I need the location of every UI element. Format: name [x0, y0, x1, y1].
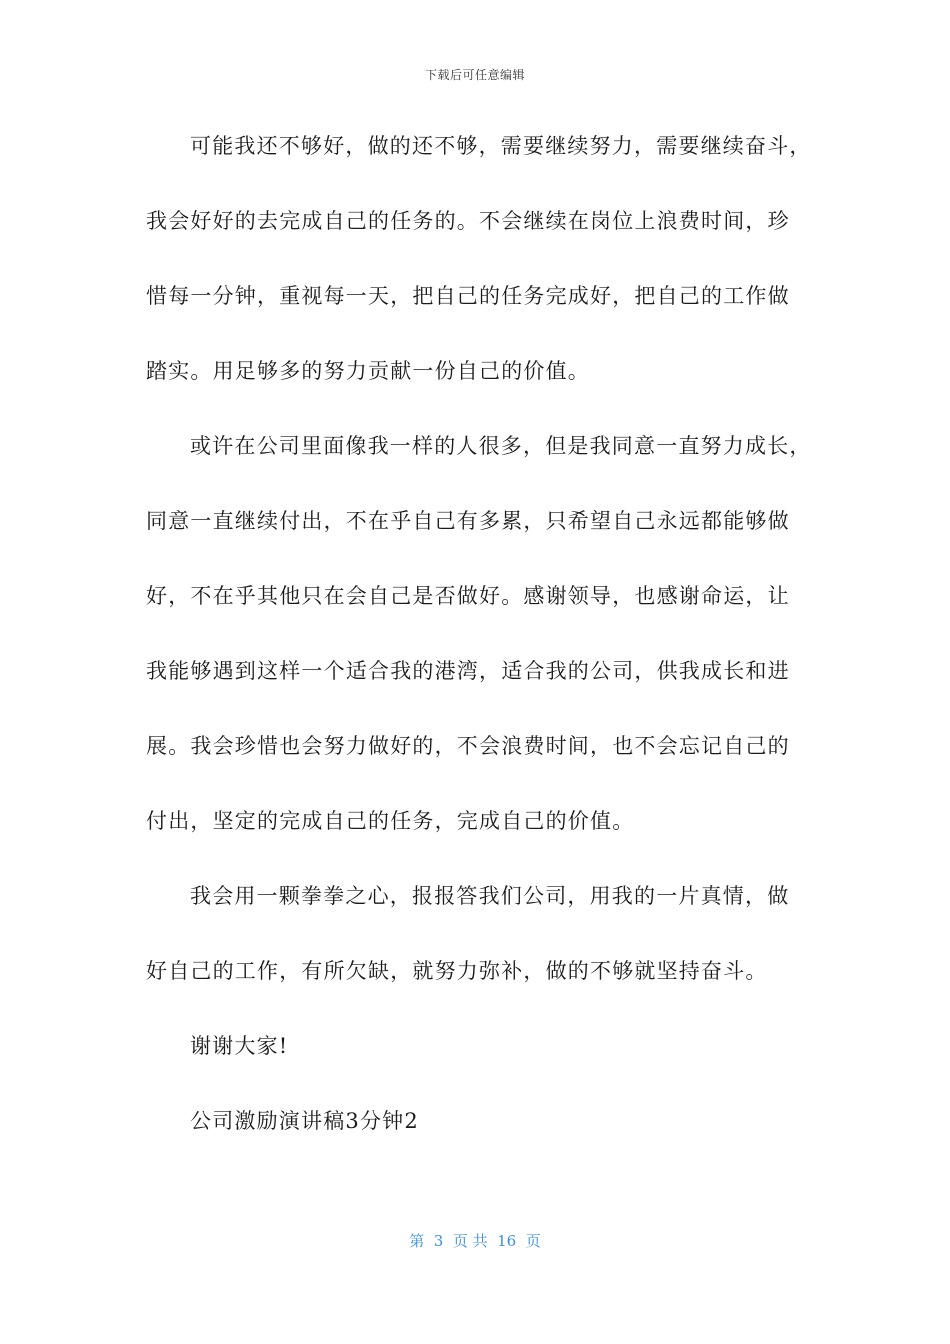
- paragraph-line: 好自己的工作，有所欠缺，就努力弥补，做的不够就坚持奋斗。: [146, 959, 768, 983]
- page-number-footer: 第 3 页 共 16 页: [409, 1232, 541, 1250]
- paragraph-line: 展。我会珍惜也会努力做好的，不会浪费时间，也不会忘记自己的: [146, 734, 790, 758]
- paragraph-line: 我能够遇到这样一个适合我的港湾，适合我的公司，供我成长和进: [146, 659, 790, 683]
- paragraph-line: 好，不在乎其他只在会自己是否做好。感谢领导，也感谢命运，让: [146, 584, 790, 608]
- paragraph-line: 可能我还不够好，做的还不够，需要继续努力，需要继续奋斗，: [190, 134, 812, 158]
- paragraph-line: 惜每一分钟，重视每一天，把自己的任务完成好，把自己的工作做: [146, 284, 790, 308]
- paragraph-line: 踏实。用足够多的努力贡献一份自己的价值。: [146, 359, 590, 383]
- paragraph-line: 同意一直继续付出，不在乎自己有多累，只希望自己永远都能够做: [146, 509, 790, 533]
- paragraph-line: 我会用一颗拳拳之心，报报答我们公司，用我的一片真情，做: [190, 884, 790, 908]
- paragraph-line: 我会好好的去完成自己的任务的。不会继续在岗位上浪费时间，珍: [146, 209, 790, 233]
- section-title: 公司激励演讲稿3分钟2: [190, 1109, 419, 1133]
- header-note: 下载后可任意编辑: [424, 68, 525, 82]
- paragraph-line: 付出，坚定的完成自己的任务，完成自己的价值。: [146, 809, 635, 833]
- closing-line: 谢谢大家!: [190, 1034, 289, 1058]
- paragraph-line: 或许在公司里面像我一样的人很多，但是我同意一直努力成长，: [190, 434, 812, 458]
